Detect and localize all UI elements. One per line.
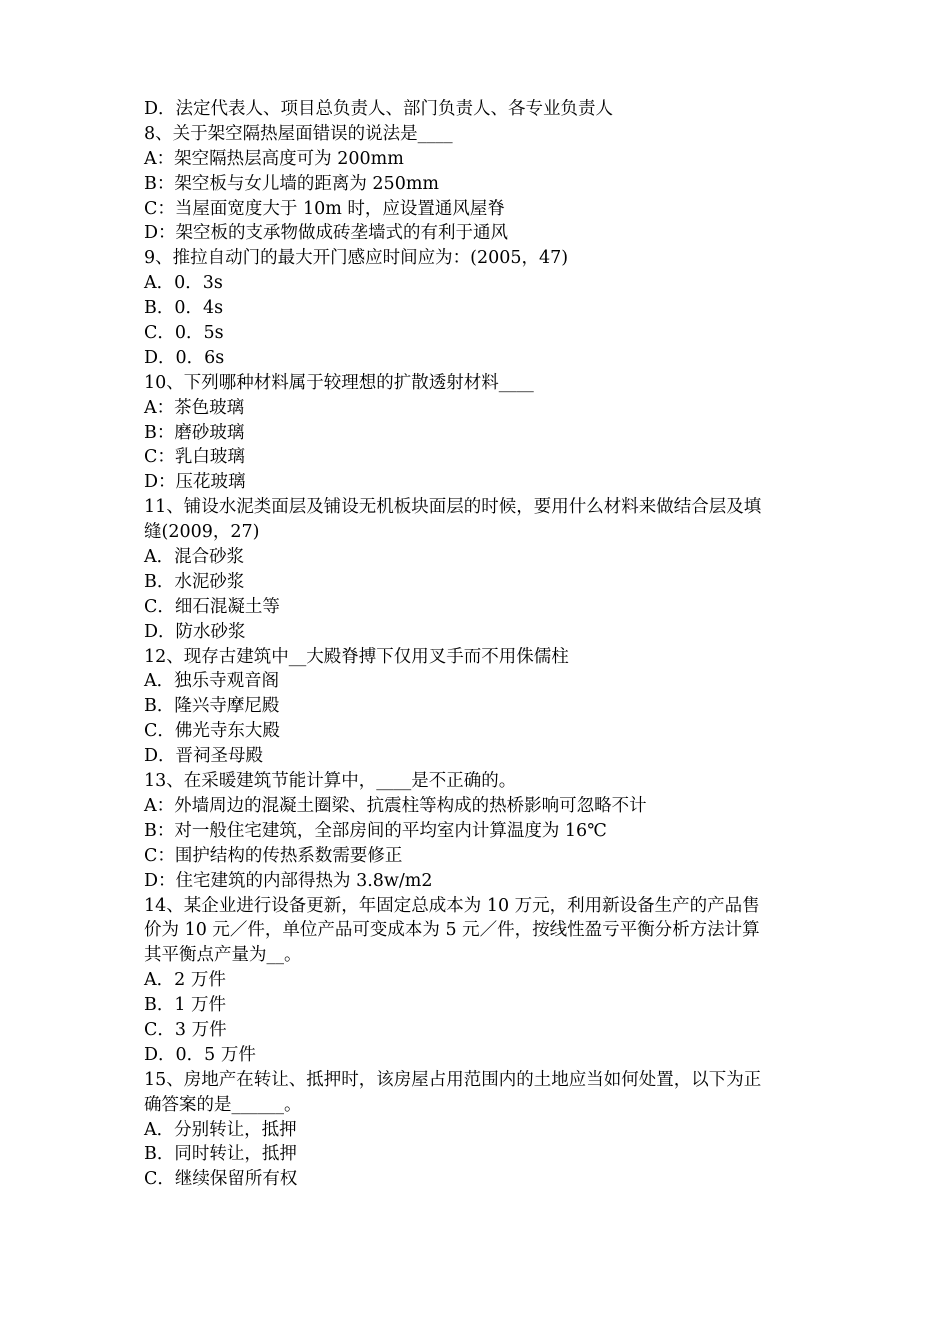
option-a-q14: A．2 万件 bbox=[144, 970, 226, 991]
option-a-q8: A：架空隔热层高度可为 200mm bbox=[144, 148, 404, 169]
option-d-q9: D．0．6s bbox=[144, 347, 225, 368]
option-b-q12: B．隆兴寺摩尼殿 bbox=[144, 696, 280, 717]
question-15-line-2: 确答案的是______。 bbox=[144, 1094, 302, 1115]
option-a-q15: A．分别转让，抵押 bbox=[144, 1119, 297, 1140]
option-d-q14: D．0．5 万件 bbox=[144, 1044, 256, 1065]
option-c-q14: C．3 万件 bbox=[144, 1019, 227, 1040]
question-11-line-2: 缝(2009，27) bbox=[144, 522, 260, 543]
question-14-line-1: 14、某企业进行设备更新，年固定总成本为 10 万元，利用新设备生产的产品售 bbox=[144, 895, 760, 916]
option-d-q7: D．法定代表人、项目总负责人、部门负责人、各专业负责人 bbox=[144, 99, 614, 119]
question-14-line-3: 其平衡点产量为__。 bbox=[144, 945, 302, 966]
question-13: 13、在采暖建筑节能计算中，____是不正确的。 bbox=[144, 771, 517, 792]
option-c-q8: C：当屋面宽度大于 10m 时，应设置通风屋脊 bbox=[144, 198, 505, 219]
option-c-q10: C：乳白玻璃 bbox=[144, 447, 245, 468]
question-10: 10、下列哪种材料属于较理想的扩散透射材料____ bbox=[144, 372, 534, 393]
option-b-q10: B：磨砂玻璃 bbox=[144, 422, 245, 443]
option-d-q13: D：住宅建筑的内部得热为 3.8w/m2 bbox=[144, 870, 433, 891]
option-a-q12: A．独乐寺观音阁 bbox=[144, 671, 280, 692]
option-c-q12: C．佛光寺东大殿 bbox=[144, 721, 280, 742]
question-9: 9、推拉自动门的最大开门感应时间应为：(2005，47) bbox=[144, 248, 569, 269]
option-a-q10: A：茶色玻璃 bbox=[144, 397, 245, 418]
option-b-q13: B：对一般住宅建筑，全部房间的平均室内计算温度为 16℃ bbox=[144, 820, 607, 841]
option-d-q12: D．晋祠圣母殿 bbox=[144, 746, 264, 767]
option-c-q9: C．0．5s bbox=[144, 323, 224, 344]
option-b-q11: B．水泥砂浆 bbox=[144, 571, 245, 592]
option-a-q13: A：外墙周边的混凝土圈梁、抗震柱等构成的热桥影响可忽略不计 bbox=[144, 795, 647, 816]
document-page bbox=[144, 97, 824, 1192]
option-d-q11: D．防水砂浆 bbox=[144, 621, 246, 642]
option-c-q13: C：围护结构的传热系数需要修正 bbox=[144, 845, 403, 866]
option-d-q10: D：压花玻璃 bbox=[144, 472, 246, 493]
question-14-line-2: 价为 10 元／件，单位产品可变成本为 5 元／件，按线性盈亏平衡分析方法计算 bbox=[144, 920, 760, 941]
option-b-q14: B．1 万件 bbox=[144, 995, 227, 1016]
option-b-q9: B．0．4s bbox=[144, 298, 224, 319]
option-a-q11: A．混合砂浆 bbox=[144, 547, 245, 568]
question-15-line-1: 15、房地产在转让、抵押时，该房屋占用范围内的土地应当如何处置，以下为正 bbox=[144, 1069, 762, 1090]
question-8: 8、关于架空隔热屋面错误的说法是____ bbox=[144, 123, 453, 144]
option-d-q8: D：架空板的支承物做成砖垄墙式的有利于通风 bbox=[144, 223, 509, 244]
option-c-q15: C．继续保留所有权 bbox=[144, 1169, 298, 1190]
question-11-line-1: 11、铺设水泥类面层及铺设无机板块面层的时候，要用什么材料来做结合层及填 bbox=[144, 497, 762, 518]
option-b-q8: B：架空板与女儿墙的距离为 250mm bbox=[144, 173, 440, 194]
option-a-q9: A．0．3s bbox=[144, 273, 223, 294]
option-b-q15: B．同时转让，抵押 bbox=[144, 1144, 297, 1165]
question-12: 12、现存古建筑中__大殿脊搏下仅用叉手而不用侏儒柱 bbox=[144, 646, 569, 667]
option-c-q11: C．细石混凝土等 bbox=[144, 596, 280, 617]
